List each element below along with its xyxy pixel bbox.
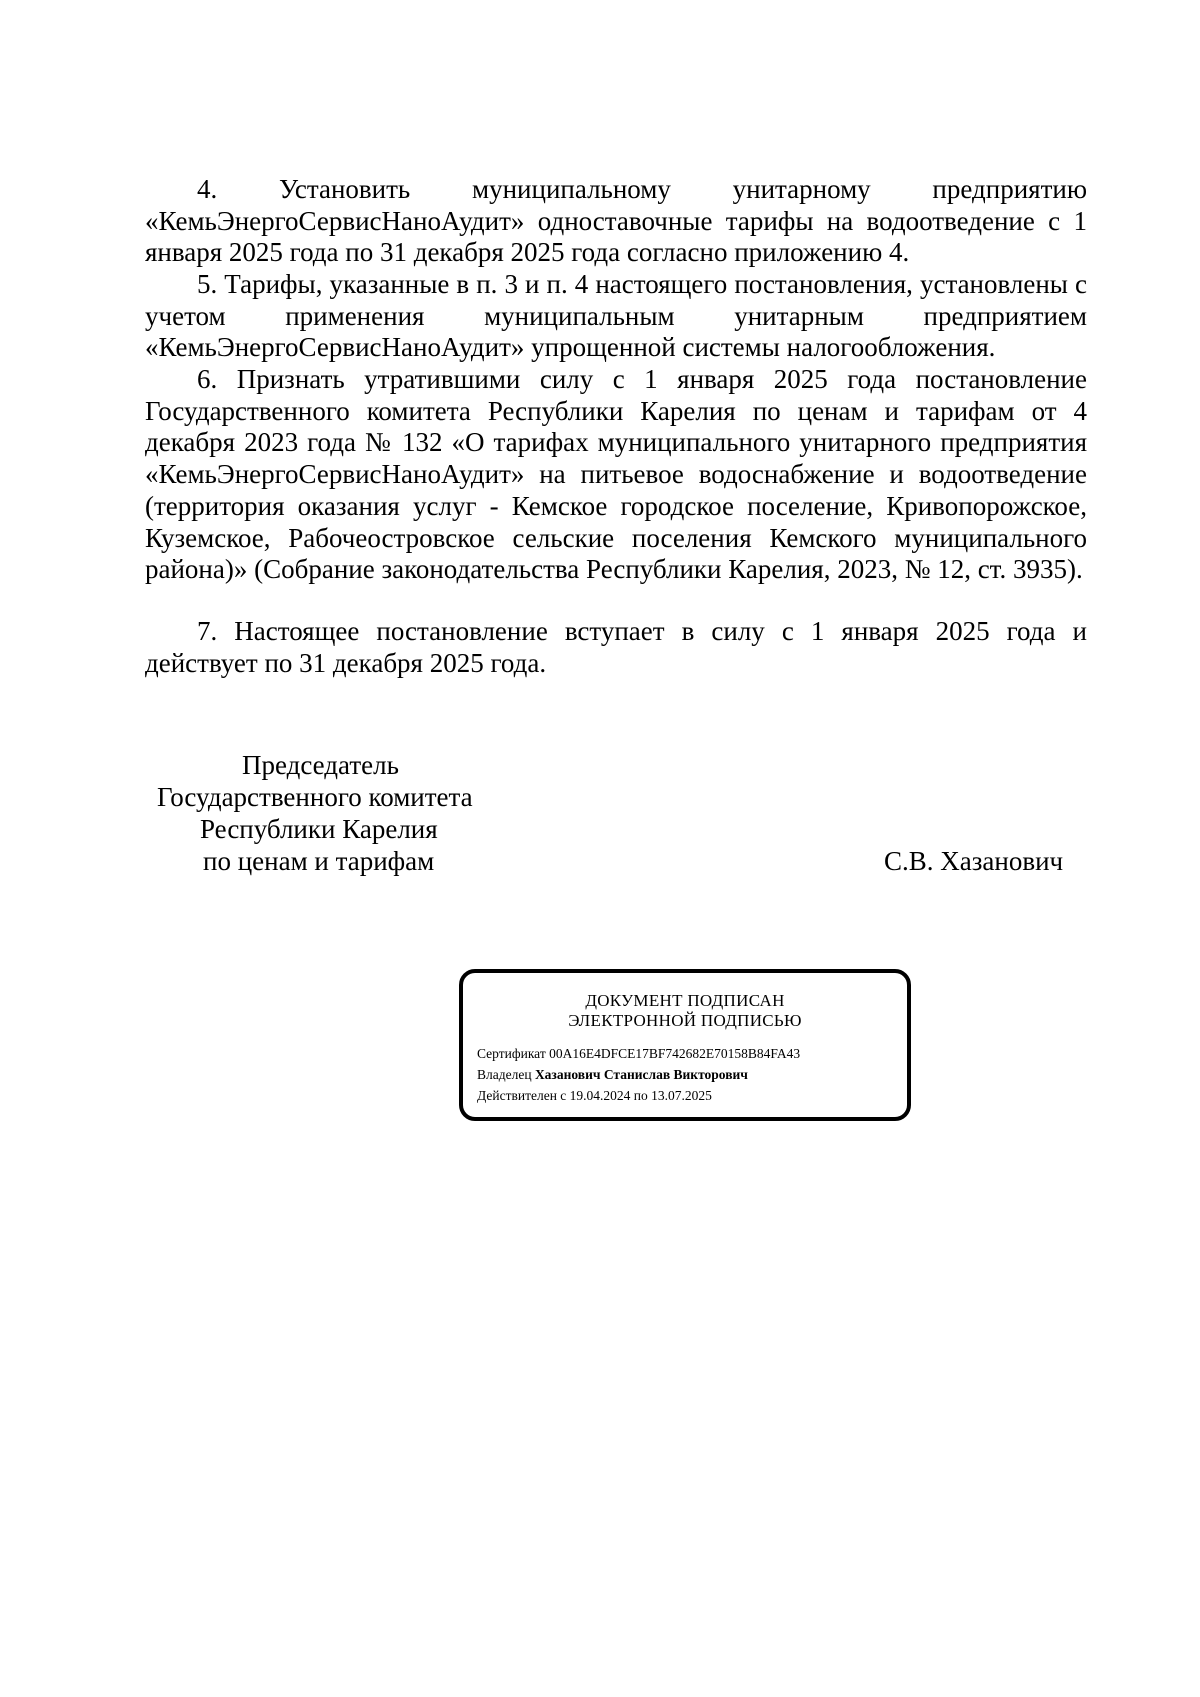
signature-title-line: Республики Карелия [200,814,438,844]
valid-label: Действителен с [477,1088,567,1103]
owner-label: Владелец [477,1067,532,1082]
clause-4: 4. Установить муниципальному унитарному предприятию «КемьЭнергоСервисНаноАудит» одноставочные тарифы на водоотведение с 1 января 2025 года по 31 декабря 2025 года согласно приложению 4. [145,174,1087,268]
signatory-name: С.В. Хазанович [884,846,1064,876]
stamp-heading: ЭЛЕКТРОННОЙ ПОДПИСЬЮ [568,1011,802,1030]
clause-7: 7. Настоящее постановление вступает в силу с 1 января 2025 года и действует по 31 декабря 2025 года. [145,616,1087,678]
stamp-certificate-row [477,1045,800,1063]
clause-5: 5. Тарифы, указанные в п. 3 и п. 4 настоящего постановления, установлены с учетом применения муниципальным унитарным предприятием «КемьЭнергоСервисНаноАудит» упрощенной системы налогообложения. [145,269,1087,363]
valid-to: 13.07.2025 [651,1088,712,1103]
valid-from: 19.04.2024 [569,1088,631,1103]
signature-title-line: Председатель [242,750,399,780]
stamp-heading: ДОКУМЕНТ ПОДПИСАН [585,991,785,1010]
electronic-signature-stamp [459,969,911,1121]
signature-title-line: по ценам и тарифам [203,846,435,876]
stamp-validity-row [477,1087,712,1105]
owner-value: Хазанович Станислав Викторович [534,1067,748,1082]
valid-to-label: по [633,1088,648,1103]
stamp-owner-row [477,1066,748,1084]
clause-6: 6. Признать утратившими силу с 1 января 2025 года постановление Государственного комитета Республики Карелия по ценам и тарифам от 4 декабря 2023 года № 132 «О тарифах муниципального унитарного предприятия «КемьЭнергоСервисНаноАудит» на питьевое водоснабжение и водоотведение (территория оказания услуг - Кемское городское поселение, Кривопорожское, Куземское, Рабочеостровское сельские поселения Кемского муниципального района)» (Собрание законодательства Республики Карелия, 2023, № 12, ст. 3935). [145,364,1087,585]
certificate-label: Сертификат [477,1046,546,1061]
signature-title-line: Государственного комитета [157,782,473,812]
certificate-value: 00A16E4DFCE17BF742682E70158B84FA43 [549,1046,801,1061]
